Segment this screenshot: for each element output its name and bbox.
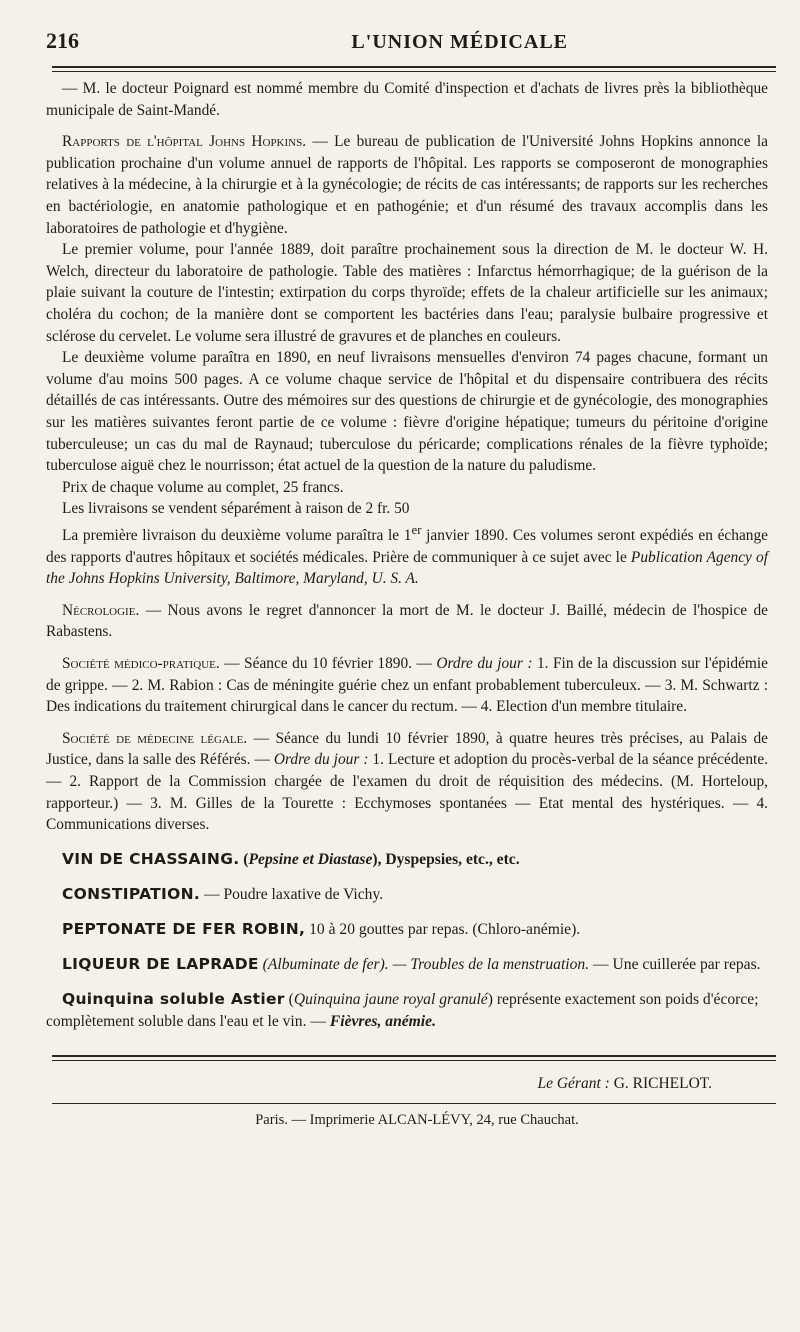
footer-rule-thin xyxy=(52,1060,776,1061)
ad-name: VIN DE CHASSAING. xyxy=(62,849,240,868)
italic-run: Ordre du jour : xyxy=(273,751,369,769)
text-run: janvier 1890. Ces volumes seront expédiés en échange des rapports d'autres hôpitaux et sociétés médicales. Prière de communiquer à ce sujet avec le xyxy=(46,527,768,566)
section-rapports xyxy=(46,131,768,239)
text-run: 1. Fin de la discussion sur l'épidémie de grippe. — 2. M. Rabion : Cas de méningite guérie chez un enfant probablement tuberculeux. — 3. M. Schwartz : Des indications du traitement chirurgical dans le cancer du rectum. — 4. Election d'un membre titulaire. xyxy=(46,654,768,716)
signature-name: G. RICHELOT. xyxy=(609,1074,712,1092)
paragraph-prix: Prix de chaque volume au complet, 25 francs. xyxy=(62,478,344,496)
text-run: 1. Lecture et adoption du procès-verbal de la séance précédente. — 2. Rapport de la Commission chargée de l'examen du droit de réquisition des médecins. (M. Horteloup, rapporteur.) — 3. M. Gilles de la Tourette : Ecchymoses spontanées — Etat mental des hystériques. — 4. Communications diverses. xyxy=(46,751,768,834)
section-text: — Le bureau de publication de l'Université Johns Hopkins annonce la publication prochaine d'un volume annuel de rapports de l'hôpital. Les rapports se composeront de monographies relatives à la médecine, à la chirurgie et à la gynécologie; de récits de cas intéressants; de rapports sur les recherches en bactériologie, en anatomie pathologique et en pathogénie; et d'un résumé des travaux accomplis dans les laboratoires de pathologie et d'hygiène. xyxy=(46,133,768,237)
text-run: ( xyxy=(284,990,294,1008)
ad-vin-chassaing xyxy=(46,848,768,871)
superscript: er xyxy=(411,522,422,537)
page-number: 216 xyxy=(46,28,79,53)
ad-peptonate xyxy=(46,918,768,941)
journal-title: L'UNION MÉDICALE xyxy=(351,31,568,53)
text-run: 10 à 20 gouttes par repas. (Chloro-anémie). xyxy=(305,920,581,938)
text-run: ) représente exactement son poids d'écorce; complètement soluble dans l'eau et le vin. — xyxy=(46,990,759,1030)
text-run: — Séance du 10 février 1890. — xyxy=(219,654,437,672)
ad-name: LIQUEUR DE LAPRADE xyxy=(62,954,259,973)
spacer xyxy=(46,643,768,653)
ad-name: Quinquina soluble Astier xyxy=(62,989,285,1008)
section-necrologie xyxy=(46,600,768,643)
ad-liqueur-laprade xyxy=(46,953,768,976)
italic-run: Quinquina jaune royal granulé xyxy=(293,990,488,1008)
text-run: — Poudre laxative de Vichy. xyxy=(200,885,384,903)
section-societe-medico-pratique xyxy=(46,653,768,718)
text-run: ), Dyspepsies, etc., etc. xyxy=(372,850,520,868)
paragraph-deuxieme-volume: Le deuxième volume paraîtra en 1890, en neuf livraisons mensuelles d'environ 74 pages chacune, formant un volume d'au moins 500 pages. A ce volume chaque service de l'hôpital et du dispensaire contribuera des récits détaillés de cas intéressants. Outre des mémoires sur des questions de chirurgie et de gynécologie, des monographies sur les matières suivantes feront partie de ce volume : fièvre d'origine hépatique; tumeurs du péritoine d'origine tuberculeuse; un cas du mal de Raynaud; tuberculose du péricarde; complications rénales de la fièvre typhoïde; tuberculose aiguë chez le nourrisson; état actuel de la question de la nature du paludisme. xyxy=(46,349,768,475)
paragraph-livraisons: Les livraisons se vendent séparément à raison de 2 fr. 50 xyxy=(62,500,410,518)
signature-role: Le Gérant : xyxy=(537,1074,610,1092)
signature xyxy=(46,1075,768,1093)
section-heading: Société de médecine légale. xyxy=(62,729,248,747)
section-heading: Nécrologie. xyxy=(62,601,140,619)
spacer xyxy=(46,718,768,728)
paragraph-premier-volume: Le premier volume, pour l'année 1889, doit paraître prochainement sous la direction de M. le docteur W. H. Welch, directeur du laboratoire de pathologie. Table des matières : Infarctus hémorrhagique; de la guérison de la plaie suivant la couture de l'intestin; extirpation du corps thyroïde; effets de la chaleur artificielle sur les animaux; choléra du cochon; de la manière dont se comportent les bactéries dans l'eau; paralysie bulbaire progressive et sclérose du cervelet. Le volume sera illustré de gravures et de planches en couleurs. xyxy=(46,241,768,345)
ad-constipation xyxy=(46,883,768,906)
spacer xyxy=(46,121,768,131)
ad-name: PEPTONATE DE FER ROBIN, xyxy=(62,919,306,938)
text-run: — Une cuillerée par repas. xyxy=(589,955,761,973)
ad-name: CONSTIPATION. xyxy=(62,884,201,903)
page-header xyxy=(46,28,768,62)
italic-run: (Albuminate de fer). xyxy=(258,955,389,973)
advertisements xyxy=(46,848,768,1033)
section-societe-medecine-legale xyxy=(46,728,768,836)
text-run: ( xyxy=(239,850,249,868)
section-text: — Nous avons le regret d'annoncer la mort de M. le docteur J. Baillé, médecin de l'hospice de Rabastens. xyxy=(46,601,768,641)
paragraph-premiere-livraison xyxy=(46,520,768,590)
text-run: La première livraison du deuxième volume paraîtra le 1 xyxy=(62,527,412,544)
section-heading: Société médico-pratique. xyxy=(62,654,220,672)
italic-run: Pepsine et Diastase xyxy=(248,850,373,868)
italic-run: Ordre du jour : xyxy=(436,654,533,672)
header-rule xyxy=(52,66,776,68)
footer-rule xyxy=(52,1055,776,1057)
header-rule-thin xyxy=(52,71,776,72)
section-heading: Rapports de l'hôpital Johns Hopkins. xyxy=(62,133,307,151)
spacer xyxy=(46,590,768,600)
italic-run: — Troubles de la menstruation. xyxy=(388,955,590,973)
text-run: — Séance du lundi 10 février 1890, à quatre heures très précises, au Palais de Justice, dans la salle des Référés. — xyxy=(46,729,768,769)
printer-line: Paris. — Imprimerie ALCAN-LÉVY, 24, rue Chauchat. xyxy=(255,1111,579,1128)
italic-run: Publication Agency of the Johns Hopkins University, Baltimore, Maryland, U. S. A. xyxy=(46,548,768,588)
ad-quinquina xyxy=(46,988,768,1033)
paragraph-poignard: — M. le docteur Poignard est nommé membre du Comité d'inspection et d'achats de livres près la bibliothèque municipale de Saint-Mandé. xyxy=(46,80,768,119)
signature-rule xyxy=(52,1103,776,1104)
italic-run: Fièvres, anémie. xyxy=(329,1012,436,1030)
article-body xyxy=(46,78,768,836)
